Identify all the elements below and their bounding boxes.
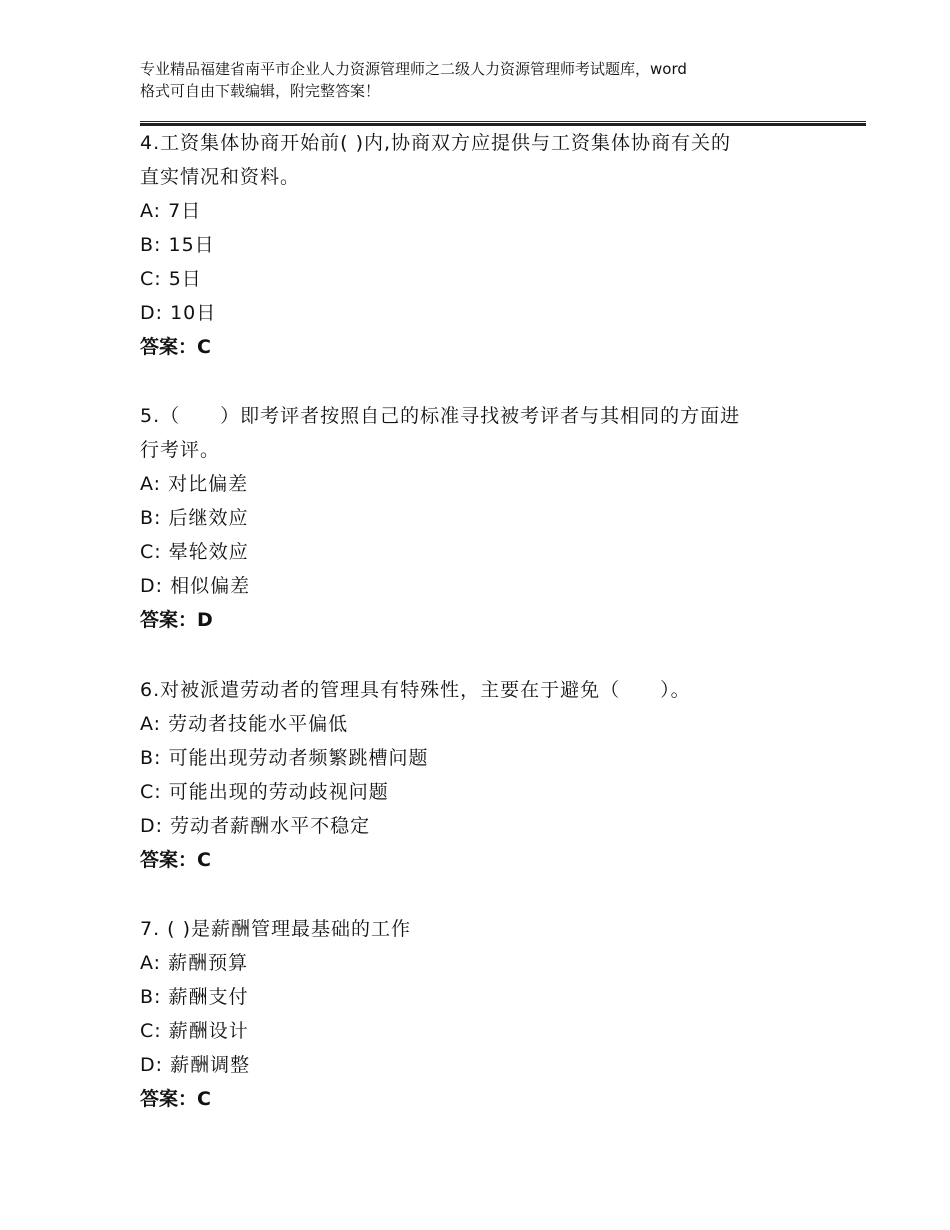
question-5 — [140, 399, 860, 637]
question-6 — [140, 673, 860, 877]
question-text-line: 7. ( )是薪酬管理最基础的工作 — [140, 918, 412, 940]
option-d: D: 劳动者薪酬水平不稳定 — [140, 815, 371, 837]
question-text-line: 直实情况和资料。 — [140, 166, 301, 188]
option-a: A: 薪酬预算 — [140, 952, 249, 974]
answer: 答案：C — [140, 849, 211, 871]
option-c: C: 可能出现的劳动歧视问题 — [140, 781, 389, 803]
option-b: B: 薪酬支付 — [140, 986, 249, 1008]
option-d: D: 相似偏差 — [140, 575, 251, 597]
option-b: B: 可能出现劳动者频繁跳槽问题 — [140, 747, 429, 769]
header-line-1: 专业精品福建省南平市企业人力资源管理师之二级人力资源管理师考试题库，word — [140, 60, 687, 78]
option-b: B: 15日 — [140, 234, 215, 256]
answer: 答案：D — [140, 609, 213, 631]
question-text-line: 4.工资集体协商开始前( )内,协商双方应提供与工资集体协商有关的 — [140, 132, 732, 154]
option-a: A: 7日 — [140, 200, 202, 222]
option-d: D: 薪酬调整 — [140, 1054, 251, 1076]
option-c: C: 薪酬设计 — [140, 1020, 249, 1042]
question-4 — [140, 126, 860, 364]
option-a: A: 对比偏差 — [140, 473, 249, 495]
option-c: C: 5日 — [140, 268, 202, 290]
option-c: C: 晕轮效应 — [140, 541, 249, 563]
option-d: D: 10日 — [140, 302, 217, 324]
option-b: B: 后继效应 — [140, 507, 249, 529]
question-text-line: 5.（ ）即考评者按照自己的标准寻找被考评者与其相同的方面进 — [140, 405, 741, 427]
header-line-2: 格式可自由下载编辑，附完整答案！ — [140, 82, 381, 100]
document-header — [140, 58, 840, 102]
answer: 答案：C — [140, 1088, 211, 1110]
question-text-line: 行考评。 — [140, 439, 221, 461]
question-7 — [140, 912, 860, 1116]
answer: 答案：C — [140, 336, 211, 358]
question-text-line: 6.对被派遣劳动者的管理具有特殊性，主要在于避免（ ）。 — [140, 679, 691, 701]
option-a: A: 劳动者技能水平偏低 — [140, 713, 349, 735]
